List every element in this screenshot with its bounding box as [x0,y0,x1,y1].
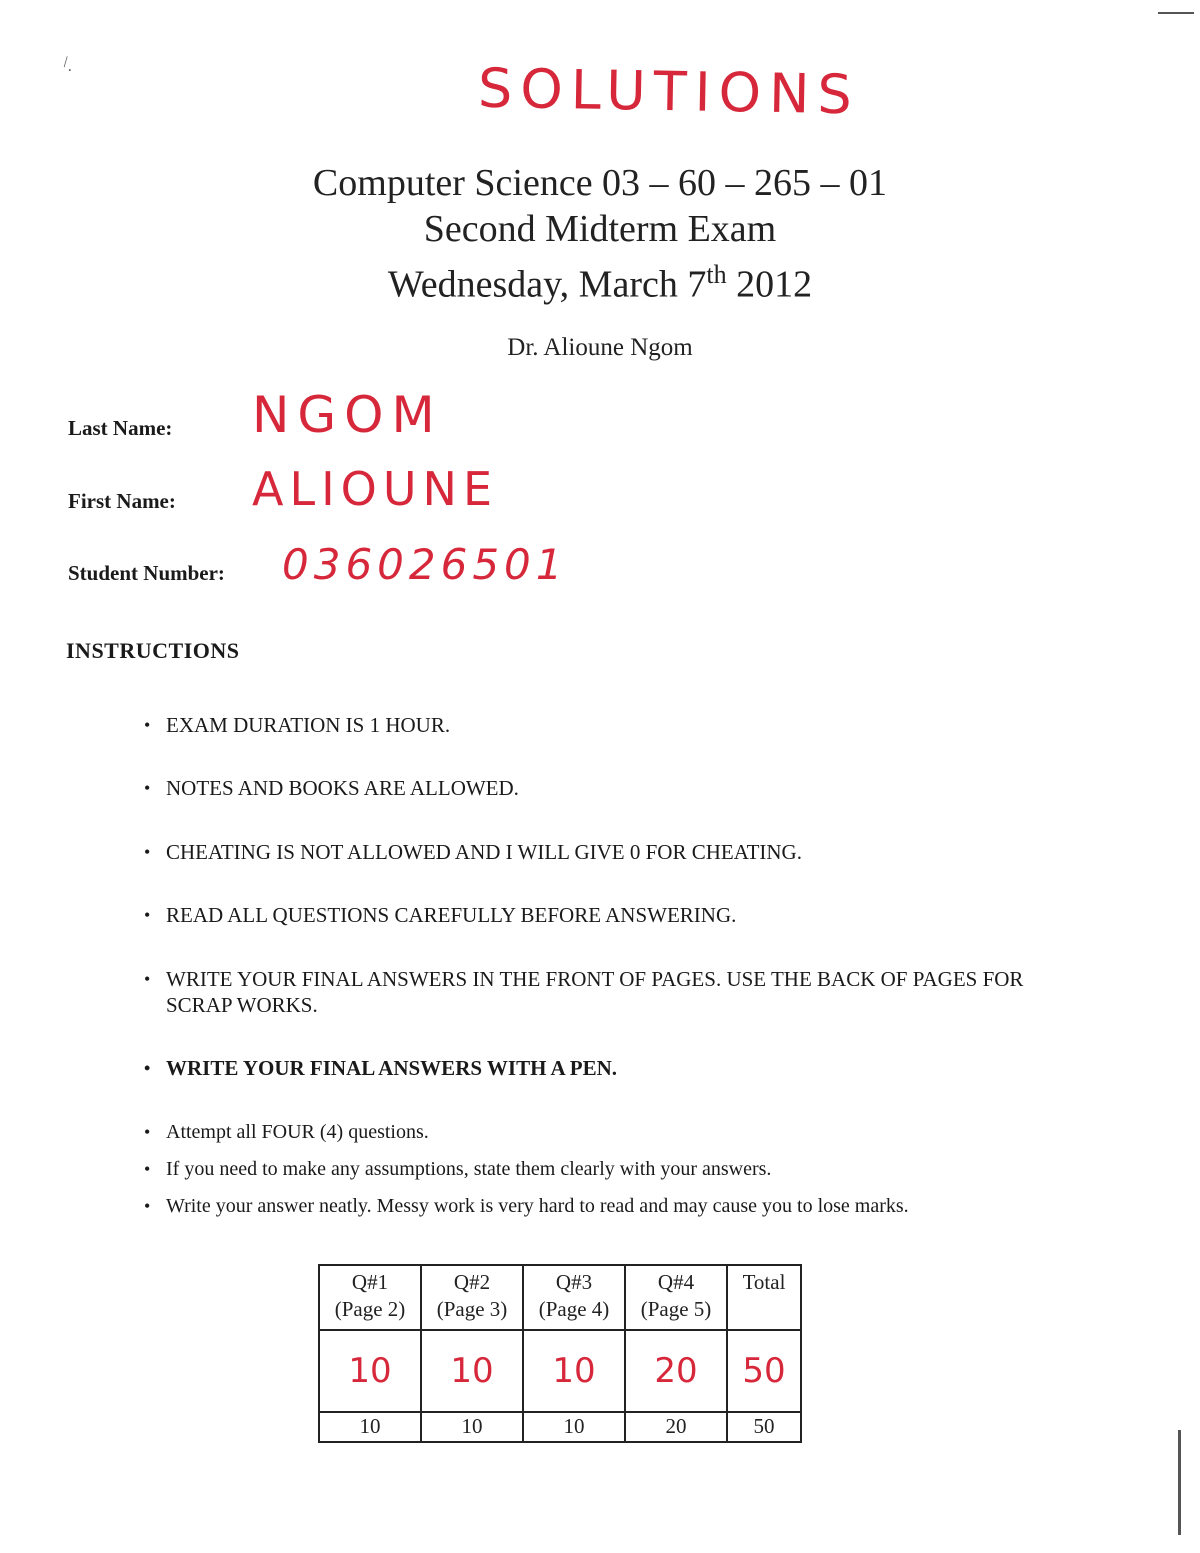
scan-artifact-top [1158,12,1194,14]
author: Dr. Alioune Ngom [507,334,693,361]
instructions-heading: INSTRUCTIONS [66,638,240,663]
max-cell-q4: 20 [625,1412,727,1442]
instruction-item: • WRITE YOUR FINAL ANSWERS WITH A PEN. [144,1056,618,1080]
scan-artifact: \ . [58,54,79,76]
exam-date [0,252,1200,308]
max-cell-q3: 10 [523,1412,625,1442]
max-cell-q1: 10 [319,1412,421,1442]
handwritten-solutions-title: SOLUTIONS [477,56,861,127]
first-name-value: ALIOUNE [252,462,499,516]
instruction-item: • EXAM DURATION IS 1 HOUR. [144,713,451,737]
score-cell-q2: 10 [421,1330,523,1412]
instruction-item: • READ ALL QUESTIONS CAREFULLY BEFORE ANSWERING. [144,903,737,927]
first-name-label: First Name: [68,489,176,513]
score-cell-q4: 20 [625,1330,727,1412]
exam-date-prefix: Wednesday, March 7 [387,263,707,306]
instruction-item: • WRITE YOUR FINAL ANSWERS IN THE FRONT OF PAGES. USE THE BACK OF PAGES FOR SCRAP WORKS. [144,967,1024,1017]
header-cell-total: Total [727,1265,801,1330]
exam-date-suffix: th [706,260,727,289]
instruction-item: • Attempt all FOUR (4) questions. [144,1121,429,1143]
marks-header-row [319,1265,801,1330]
instruction-item: • NOTES AND BOOKS ARE ALLOWED. [144,776,519,800]
course-title: Computer Science 03 – 60 – 265 – 01 [312,162,888,204]
marks-max-row [319,1412,801,1442]
exam-title-block [0,160,1200,308]
instruction-item: • If you need to make any assumptions, state them clearly with your answers. [144,1158,772,1180]
max-cell-total: 50 [727,1412,801,1442]
score-cell-q3: 10 [523,1330,625,1412]
marks-table [318,1264,802,1443]
exam-title: Second Midterm Exam [423,208,777,250]
score-cell-q1: 10 [319,1330,421,1412]
max-cell-q2: 10 [421,1412,523,1442]
instruction-item: • CHEATING IS NOT ALLOWED AND I WILL GIVE 0 FOR CHEATING. [144,840,802,864]
exam-date-year: 2012 [726,263,813,306]
last-name-label: Last Name: [68,416,173,440]
score-cell-total: 50 [727,1330,801,1412]
student-number-label: Student Number: [68,561,225,585]
instruction-item: • Write your answer neatly. Messy work is very hard to read and may cause you to lose marks. [144,1195,909,1217]
marks-score-row [319,1330,801,1412]
header-cell-q3: Q#3 (Page 4) [523,1265,625,1330]
last-name-value: NGOM [252,386,443,444]
header-cell-q1: Q#1 (Page 2) [319,1265,421,1330]
student-number-value: 036026501 [282,540,568,589]
header-cell-q2: Q#2 (Page 3) [421,1265,523,1330]
header-cell-q4: Q#4 (Page 5) [625,1265,727,1330]
scan-artifact-edge [1178,1430,1181,1535]
